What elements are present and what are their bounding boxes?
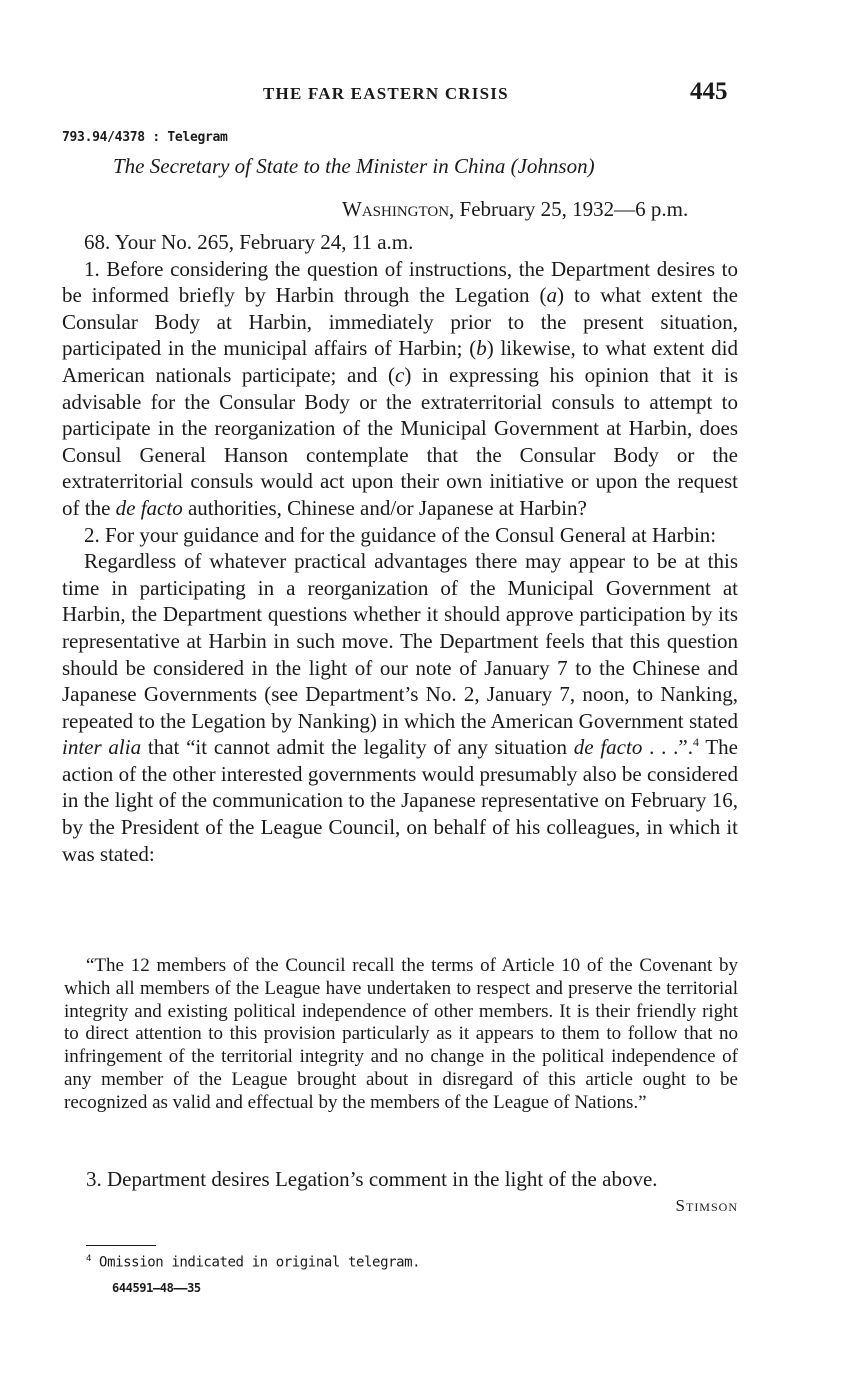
para-1-item-a: a bbox=[546, 283, 557, 308]
paragraph-2-guidance bbox=[62, 548, 738, 867]
para-1-de-facto: de facto bbox=[115, 495, 183, 520]
dateline bbox=[342, 197, 688, 222]
footnote-reference[interactable]: 4 bbox=[692, 735, 699, 750]
para-2b-de-facto: de facto bbox=[573, 735, 643, 760]
footnote-mark: 4 bbox=[86, 1254, 92, 1264]
para-2b-text: . . .”. bbox=[642, 735, 693, 760]
file-reference: 793.94/4378 : Telegram bbox=[62, 130, 228, 145]
para-2b-text: Regardless of whatever practical advantages there may appear to be at this time in participating in a reorganization of the Municipal Government at Harbin, the Department questions whether it should approve participation by its representative at Harbin in such move. The Department feels that this question should be considered in the light of our note of January 7 to the Chinese and Japanese Governments (see Department’s No. 2, January 7, noon, to Nanking, repeated to the Legation by Nanking) in which the American Government stated bbox=[62, 549, 738, 733]
telegram-body bbox=[62, 229, 738, 867]
para-1-text: ) likewise, to what extent did American nationals participate; and ( bbox=[62, 336, 738, 387]
para-2b-inter-alia: inter alia bbox=[62, 735, 142, 760]
para-1-item-c: c bbox=[395, 362, 405, 387]
paragraph-3: 3. Department desires Legation’s comment in the light of the above. bbox=[86, 1167, 658, 1191]
signature: Stimson bbox=[675, 1196, 738, 1215]
para-2b-text: that “it cannot admit the legality of any situation bbox=[141, 735, 574, 760]
para-2b-text: The action of the other interested governments would presumably also be considered in the light of the communication to the Japanese representative on February 16, by the President of the League Council, on behalf of his colleagues, in which it was stated: bbox=[62, 735, 738, 866]
paragraph-2: 2. For your guidance and for the guidance of the Consul General at Harbin: bbox=[84, 522, 717, 547]
page-number: 445 bbox=[690, 78, 728, 105]
footnote-divider bbox=[86, 1245, 156, 1246]
paragraph-68: 68. Your No. 265, February 24, 11 a.m. bbox=[84, 230, 414, 254]
para-1-text: 1. Before considering the question of instructions, the Department desires to be informed briefly by Harbin through the Legation ( bbox=[62, 256, 738, 308]
para-1-text: ) to what extent the Consular Body at Harbin, immediately prior to the present situation, participated in the municipal affairs of Harbin; ( bbox=[62, 283, 738, 361]
para-1-item-b: b bbox=[476, 336, 487, 361]
dateline-date: , February 25, 1932—6 p.m. bbox=[449, 197, 689, 221]
document-title: The Secretary of State to the Minister in China (Johnson) bbox=[113, 154, 595, 178]
council-quotation: “The 12 members of the Council recall the terms of Article 10 of the Covenant by which all members of the League have undertaken to respect and preserve the territorial integrity and existing political independence of other members. It is their friendly right to direct attention to this provision particularly as it appears to them to follow that no infringement of the territorial integrity and no change in the political independence of any member of the League brought about in disregard of this article ought to be recognized as valid and effectual by the members of the League of Nations.” bbox=[64, 955, 738, 1113]
footnote bbox=[86, 1254, 420, 1271]
para-1-text: authorities, Chinese and/or Japanese at Harbin? bbox=[182, 495, 587, 520]
print-code: 644591—48——35 bbox=[112, 1281, 201, 1295]
dateline-place: Washington bbox=[342, 197, 450, 221]
paragraph-1 bbox=[62, 256, 738, 522]
para-1-text: ) in expressing his opinion that it is advisable for the Consular Body or the extraterritorial consuls to attempt to participate in the reorganization of the Municipal Government at Harbin, does Consul General Hanson contemplate that the Consular Body or the extraterritorial consuls would act upon their own initiative or upon the request of the bbox=[62, 362, 738, 520]
running-title: THE FAR EASTERN CRISIS bbox=[263, 84, 509, 103]
footnote-text: Omission indicated in original telegram. bbox=[91, 1254, 421, 1271]
